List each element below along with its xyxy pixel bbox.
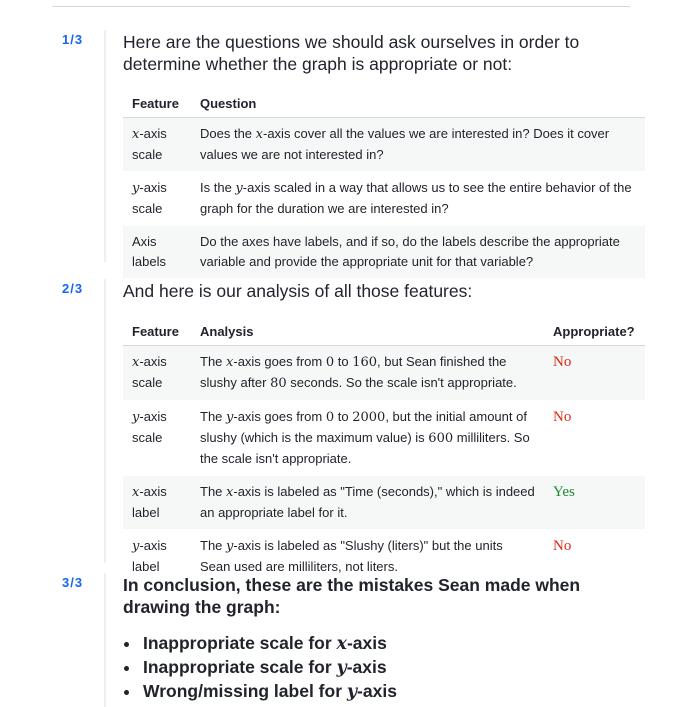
table-row bbox=[123, 401, 645, 476]
math-var: y bbox=[226, 410, 234, 425]
step-2-intro: And here is our analysis of all those features: bbox=[123, 281, 473, 301]
question-cell: Is the bbox=[200, 180, 236, 195]
step-1-section bbox=[123, 31, 643, 279]
mistake-text: -axis bbox=[346, 633, 387, 653]
questions-table bbox=[123, 91, 645, 279]
math-var: y bbox=[226, 539, 234, 554]
list-item bbox=[141, 680, 643, 704]
question-cell: Do the axes have labels, and if so, do the labels describe the appropriate variable and provide the appropriate unit for that variable? bbox=[191, 226, 645, 279]
analysis-table bbox=[123, 319, 645, 584]
analysis-text: The bbox=[200, 538, 227, 553]
analysis-text: , but Sean finished the slushy after bbox=[200, 354, 507, 390]
analysis-text: , but the initial amount of slushy (which is the maximum value) is bbox=[200, 409, 527, 445]
math-number: 0 bbox=[325, 410, 335, 425]
appropriate-answer: No bbox=[553, 409, 572, 425]
analysis-text: -axis goes from bbox=[233, 354, 326, 369]
math-var: x bbox=[132, 355, 140, 370]
table-row bbox=[123, 226, 645, 279]
step-2-section bbox=[123, 280, 645, 584]
feature-cell: -axis scale bbox=[132, 354, 167, 390]
list-item bbox=[141, 656, 643, 680]
step-indicator-2: 2/3 bbox=[62, 281, 84, 296]
step-1-intro: Here are the questions we should ask ourselves in order to determine whether the graph is appropriate or not: bbox=[123, 32, 580, 74]
mistake-text: -axis bbox=[357, 681, 397, 701]
table-row bbox=[123, 172, 645, 226]
math-var: x bbox=[226, 485, 234, 500]
col-feature-header: Feature bbox=[123, 91, 191, 118]
math-var: y bbox=[336, 658, 347, 678]
math-var: x bbox=[255, 127, 263, 142]
analysis-text: The bbox=[200, 409, 227, 424]
step-2-rail bbox=[104, 279, 106, 563]
feature-cell: -axis label bbox=[132, 484, 167, 520]
feature-cell: -axis scale bbox=[132, 126, 167, 162]
math-number: 160 bbox=[352, 355, 378, 370]
question-cell: -axis scaled in a way that allows us to see the entire behavior of the graph for the duration we are interested in? bbox=[200, 180, 632, 216]
feature-cell: -axis scale bbox=[132, 409, 167, 445]
question-cell: -axis cover all the values we are interested in? Does it cover values we are not interested in? bbox=[200, 126, 610, 162]
analysis-text: The bbox=[200, 354, 227, 369]
analysis-text: seconds. So the scale isn't appropriate. bbox=[286, 375, 517, 390]
math-number: 2000 bbox=[352, 410, 386, 425]
math-var: y bbox=[132, 181, 140, 196]
step-3-intro: In conclusion, these are the mistakes Sean made when drawing the graph: bbox=[123, 575, 581, 617]
feature-cell: -axis scale bbox=[132, 180, 167, 216]
math-var: y bbox=[132, 410, 140, 425]
math-var: y bbox=[235, 181, 243, 196]
step-3-rail bbox=[104, 573, 106, 707]
math-var: x bbox=[336, 634, 347, 654]
top-divider bbox=[52, 6, 630, 7]
math-var: x bbox=[132, 485, 140, 500]
appropriate-answer: Yes bbox=[553, 484, 575, 500]
analysis-text: The bbox=[200, 484, 227, 499]
appropriate-answer: No bbox=[553, 354, 572, 370]
step-3-section bbox=[123, 574, 643, 704]
math-var: x bbox=[132, 127, 140, 142]
step-indicator-3: 3/3 bbox=[62, 575, 84, 590]
col-feature-header: Feature bbox=[123, 319, 191, 346]
mistakes-list bbox=[123, 632, 643, 704]
list-item bbox=[141, 632, 643, 656]
mistake-text: -axis bbox=[346, 657, 387, 677]
analysis-text: to bbox=[334, 354, 353, 369]
col-appropriate-header: Appropriate? bbox=[544, 319, 645, 346]
math-var: y bbox=[346, 682, 358, 702]
analysis-text: milliliters. So the scale isn't appropriate. bbox=[200, 430, 530, 466]
analysis-text: -axis is labeled as "Time (seconds)," which is indeed an appropriate label for it. bbox=[200, 484, 535, 520]
step-1-rail bbox=[104, 30, 106, 262]
analysis-text: -axis is labeled as "Slushy (liters)" but the units Sean used are milliliters, not liters. bbox=[200, 538, 503, 574]
question-cell: Does the bbox=[200, 126, 256, 141]
math-var: y bbox=[132, 539, 140, 554]
step-indicator-1: 1/3 bbox=[62, 32, 84, 47]
mistake-text: Wrong/missing label for bbox=[143, 681, 347, 701]
table-row bbox=[123, 118, 645, 172]
mistake-text: Inappropriate scale for bbox=[143, 657, 337, 677]
math-number: 0 bbox=[325, 355, 335, 370]
analysis-text: to bbox=[334, 409, 353, 424]
col-analysis-header: Analysis bbox=[191, 319, 544, 346]
col-question-header: Question bbox=[191, 91, 645, 118]
table-row bbox=[123, 346, 645, 401]
feature-cell: -axis label bbox=[132, 538, 167, 574]
math-number: 600 bbox=[428, 431, 454, 446]
feature-cell: Axis labels bbox=[123, 226, 191, 279]
table-row bbox=[123, 476, 645, 530]
math-var: x bbox=[226, 355, 234, 370]
math-number: 80 bbox=[270, 376, 287, 391]
analysis-text: -axis goes from bbox=[233, 409, 326, 424]
mistake-text: Inappropriate scale for bbox=[143, 633, 337, 653]
appropriate-answer: No bbox=[553, 538, 572, 554]
